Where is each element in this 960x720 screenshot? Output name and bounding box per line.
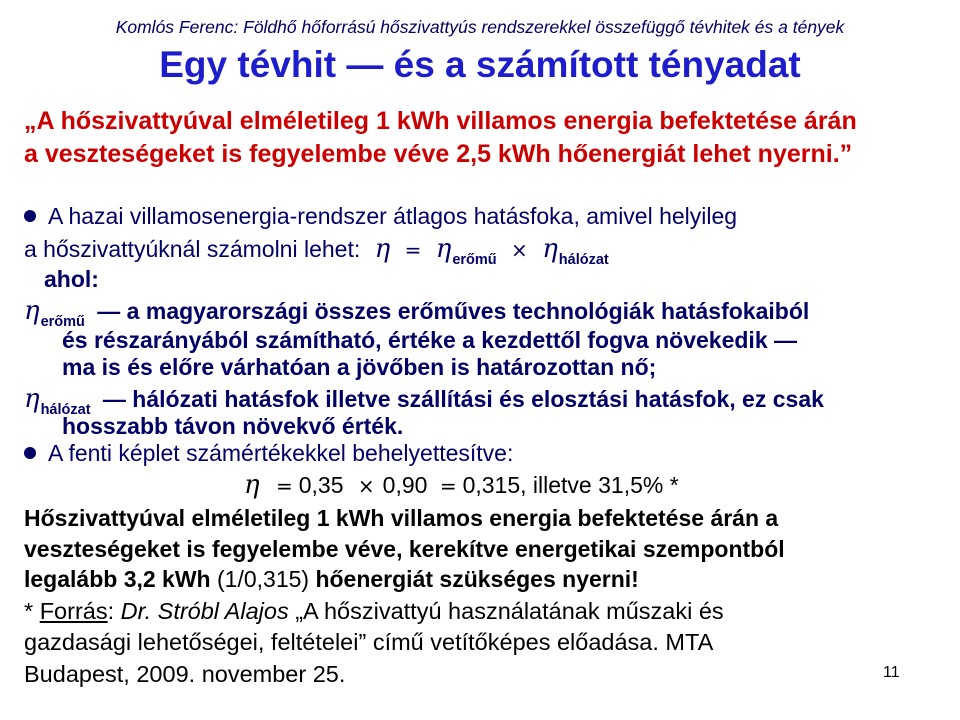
equals-sign: = [404, 238, 422, 262]
conclusion-line-2: veszteségeket is fegyelembe véve, kerekítve energetikai szempontból [24, 536, 785, 562]
reference-title: „A hőszivattyú használatának műszaki és [288, 598, 724, 624]
bullet-dot-icon [24, 447, 36, 459]
reference-source-label: Forrás [39, 598, 108, 624]
subscript-halozat: hálózat [40, 402, 91, 418]
bullet-1-text-2: a hőszivattyúknál számolni lehet: [24, 236, 361, 262]
subscript-halozat: hálózat [558, 252, 609, 268]
ahol-label: ahol: [44, 266, 99, 292]
def-eromu-line-1 [24, 296, 810, 330]
def-halozat-line-2: hosszabb távon növekvő érték. [62, 413, 404, 439]
conclusion-bold-1: legalább 3,2 kWh [24, 566, 211, 592]
conclusion-line-3 [24, 566, 639, 593]
page-title: Egy tévhit — és a számított tényadat [159, 44, 801, 85]
reference-line-2: gazdasági lehetőségei, feltételei” című vetítőképes előadása. MTA [24, 629, 714, 655]
bullet-2-line-1 [24, 440, 513, 467]
subscript-eromu: erőmű [40, 314, 85, 330]
def-eromu-line-3: ma is és előre várhatóan a jövőben is határozottan nő; [62, 354, 657, 380]
page-header [0, 17, 960, 38]
quote-line-2: a veszteségeket is fegyelembe véve 2,5 kWh hőenergiát lehet nyerni.” [24, 140, 853, 168]
formula-1 [374, 234, 609, 268]
def-halozat-line-1 [24, 384, 824, 418]
bullet-1-text-1: A hazai villamosenergia-rendszer átlagos hatásfoka, amivel helyileg [48, 203, 738, 229]
bullet-1-line-1 [24, 203, 737, 230]
formula-2 [244, 470, 679, 500]
equals-sign: = [275, 474, 293, 498]
eta-symbol: η [244, 470, 260, 500]
conclusion-normal: (1/0,315) [210, 566, 316, 592]
bullet-2-text: A fenti képlet számértékekkel behelyettesítve: [48, 440, 514, 466]
times-sign: × [357, 474, 375, 498]
quote-line-1: „A hőszivattyúval elméletileg 1 kWh villamos energia befektetése árán [24, 107, 857, 135]
reference-star: * [24, 598, 40, 624]
header-author: Komlós Ferenc: [115, 17, 239, 37]
reference-line-1 [24, 598, 724, 625]
equals-sign: = [439, 474, 457, 498]
eta-symbol: η [435, 234, 452, 264]
header-topic: Földhő hőforrású hőszivattyús rendszerekkel összefüggő tévhitek és a tények [243, 17, 845, 37]
reference-author: Dr. Stróbl Alajos [120, 598, 289, 624]
def-halozat-text-1: — hálózati hatásfok illetve szállítási és elosztási hatásfok, ez csak [102, 386, 824, 412]
eta-symbol: η [374, 234, 391, 264]
eta-symbol: η [24, 384, 40, 414]
conclusion-line-1: Hőszivattyúval elméletileg 1 kWh villamos energia befektetése árán a [24, 505, 779, 531]
times-sign: × [511, 238, 528, 262]
bullet-1-line-2 [24, 234, 609, 268]
reference-colon: : [107, 598, 121, 624]
eta-symbol: η [24, 296, 40, 326]
eta-symbol: η [542, 234, 558, 264]
conclusion-bold-2: hőenergiát szükséges nyerni! [315, 566, 639, 592]
def-eromu-line-2: és részarányából számítható, értéke a kezdettől fogva növekedik — [62, 327, 798, 353]
formula-2-value-2: 0,90 [382, 472, 428, 498]
formula-2-result: 0,315, illetve 31,5% * [462, 472, 679, 498]
def-eromu-text-1: — a magyarországi összes erőműves technológiák hatásfokaiból [97, 298, 810, 324]
reference-line-3: Budapest, 2009. november 25. [24, 661, 346, 687]
bullet-dot-icon [24, 210, 36, 222]
formula-2-value-1: 0,35 [298, 472, 344, 498]
page-number: 11 [883, 664, 900, 681]
subscript-eromu: erőmű [452, 252, 497, 268]
